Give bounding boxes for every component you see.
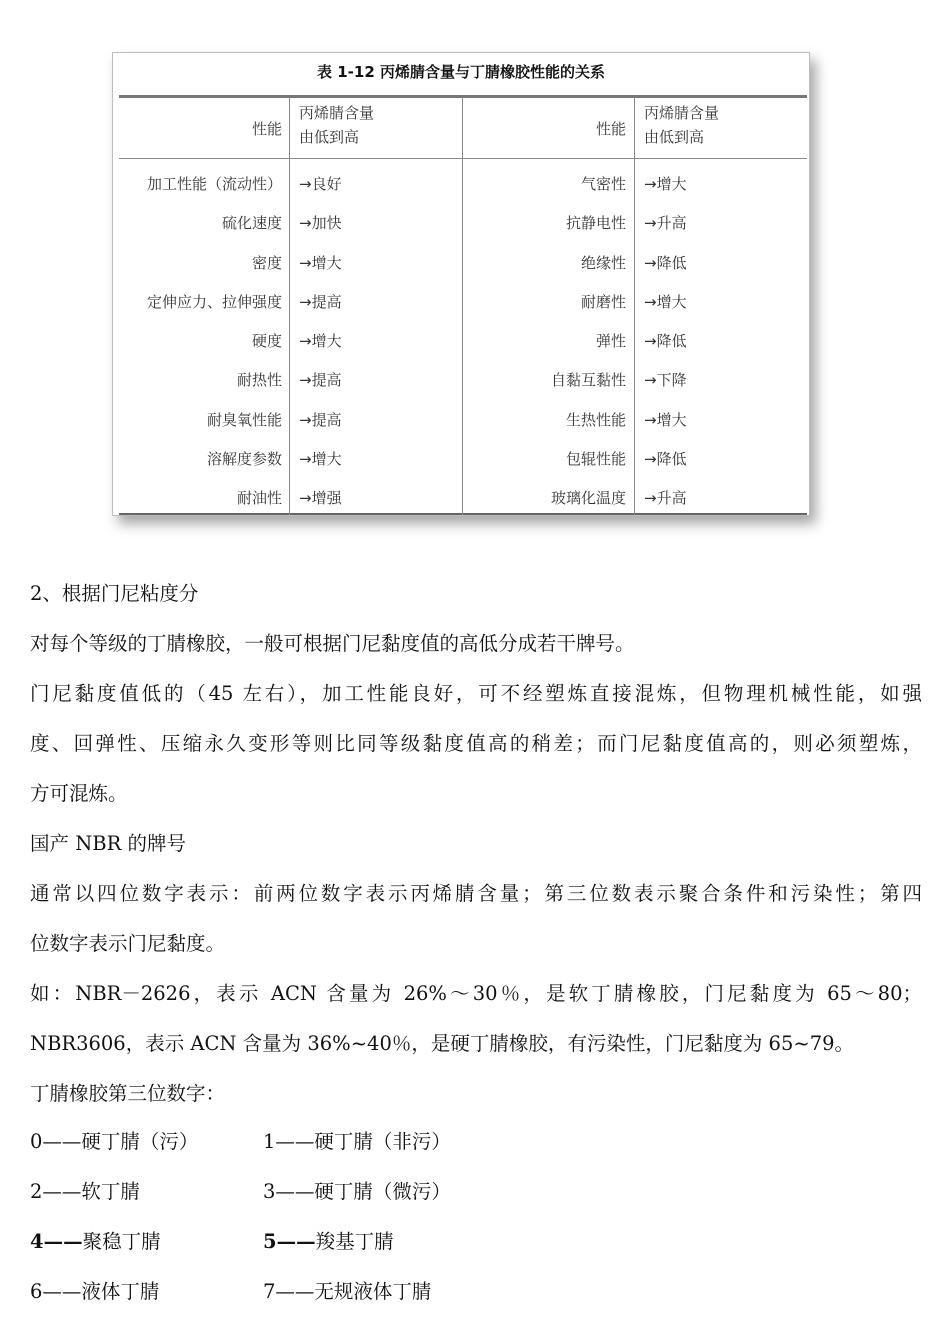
paragraph-line: 方可混炼。 — [30, 782, 128, 805]
table-title: 表 1-12 丙烯腈含量与丁腈橡胶性能的关系 — [317, 63, 605, 81]
paragraph-line: 通常以四位数字表示：前两位数字表示丙烯腈含量；第三位数表示聚合条件和污染性；第四 — [30, 882, 922, 905]
table-row — [113, 204, 809, 243]
table-row — [113, 479, 809, 518]
header-property-right: 性能 — [595, 120, 626, 138]
paragraph-line: 位数字表示门尼黏度。 — [30, 932, 226, 955]
property-cell: 气密性 — [580, 175, 626, 193]
list-item — [30, 1230, 922, 1254]
property-cell: 绝缘性 — [580, 253, 626, 272]
property-cell: 抗静电性 — [565, 214, 626, 233]
header-content-line2: 由低到高 — [299, 128, 360, 146]
property-cell: 自黏互黏性 — [550, 371, 626, 390]
property-cell: 包辊性能 — [565, 450, 626, 469]
trend-cell: →良好 — [299, 175, 342, 193]
trend-cell: →下降 — [644, 371, 687, 390]
property-cell: 加工性能（流动性） — [146, 175, 282, 193]
trend-cell: →降低 — [644, 332, 687, 351]
trend-cell: →增大 — [644, 175, 687, 193]
trend-cell: →升高 — [644, 489, 687, 508]
table-top-rule — [119, 95, 807, 98]
list-entry: 1——硬丁腈（非污） — [263, 1130, 451, 1153]
header-content-line1: 丙烯腈含量 — [299, 104, 375, 122]
list-entry: 3——硬丁腈（微污） — [263, 1180, 451, 1203]
property-cell: 耐磨性 — [580, 292, 626, 311]
paragraph-line: 门尼黏度值低的（45 左右），加工性能良好，可不经塑炼直接混炼，但物理机械性能，如强 — [30, 682, 922, 705]
property-cell: 溶解度参数 — [206, 450, 282, 469]
trend-cell: →提高 — [299, 371, 342, 390]
table-body — [113, 165, 809, 519]
trend-cell: →增大 — [644, 410, 687, 429]
list-item — [30, 1180, 922, 1204]
paragraph-line: 如：NBR－2626，表示 ACN 含量为 26%～30％，是软丁腈橡胶，门尼黏度为 65～80； — [30, 982, 922, 1005]
property-cell: 耐热性 — [236, 371, 282, 390]
trend-cell: →加快 — [299, 214, 342, 233]
list-entry: 7——无规液体丁腈 — [263, 1280, 432, 1303]
table-row — [113, 322, 809, 361]
property-cell: 耐油性 — [236, 489, 282, 508]
trend-cell: →增大 — [299, 450, 342, 469]
trend-cell: →升高 — [644, 214, 687, 233]
subheading: 国产 NBR 的牌号 — [30, 832, 186, 855]
property-cell: 耐臭氧性能 — [206, 410, 282, 429]
table-row — [113, 244, 809, 283]
paragraph: 对每个等级的丁腈橡胶，一般可根据门尼黏度值的高低分成若干牌号。 — [30, 632, 635, 655]
table-row — [113, 401, 809, 440]
trend-cell: →提高 — [299, 292, 342, 311]
table-header-rule — [119, 158, 807, 159]
header-content-line1: 丙烯腈含量 — [644, 104, 720, 122]
table-row — [113, 165, 809, 204]
trend-cell: →降低 — [644, 253, 687, 272]
trend-cell: →增强 — [299, 489, 342, 508]
header-content-line2: 由低到高 — [644, 128, 705, 146]
list-entry — [30, 1230, 161, 1254]
list-entry: 6——液体丁腈 — [30, 1280, 160, 1303]
property-cell: 弹性 — [595, 332, 626, 351]
property-cell: 生热性能 — [565, 410, 626, 429]
trend-cell: →提高 — [299, 410, 342, 429]
section-heading: 2、根据门尼粘度分 — [30, 582, 199, 605]
table-row — [113, 283, 809, 322]
paragraph-line: NBR3606，表示 ACN 含量为 36%~40％，是硬丁腈橡胶，有污染性，门尼黏度为 65~79。 — [30, 1032, 855, 1055]
list-item — [30, 1280, 922, 1304]
list-label: 羧基丁腈 — [315, 1230, 394, 1253]
paragraph-line: 度、回弹性、压缩永久变形等则比同等级黏度值高的稍差；而门尼黏度值高的，则必须塑炼， — [30, 732, 922, 755]
table-row — [113, 440, 809, 479]
header-content-right — [634, 101, 804, 157]
table-row — [113, 361, 809, 400]
list-entry: 0——硬丁腈（污） — [30, 1130, 199, 1153]
trend-cell: →增大 — [299, 253, 342, 272]
property-cell: 玻璃化温度 — [550, 489, 626, 508]
list-label: 聚稳丁腈 — [82, 1230, 161, 1253]
property-cell: 硬度 — [251, 332, 282, 351]
list-entry: 2——软丁腈 — [30, 1180, 140, 1203]
list-number: 5—— — [263, 1230, 316, 1253]
list-number: 4—— — [30, 1230, 83, 1253]
trend-cell: →降低 — [644, 450, 687, 469]
header-property-left: 性能 — [251, 120, 282, 138]
list-entry — [263, 1230, 394, 1254]
property-cell: 定伸应力、拉伸强度 — [146, 292, 282, 311]
trend-cell: →增大 — [644, 292, 687, 311]
subheading: 丁腈橡胶第三位数字： — [30, 1082, 226, 1105]
trend-cell: →增大 — [299, 332, 342, 351]
table-figure — [112, 52, 810, 516]
property-cell: 密度 — [251, 253, 282, 272]
header-content-left — [289, 101, 459, 157]
list-item — [30, 1130, 922, 1154]
property-cell: 硫化速度 — [221, 214, 282, 233]
